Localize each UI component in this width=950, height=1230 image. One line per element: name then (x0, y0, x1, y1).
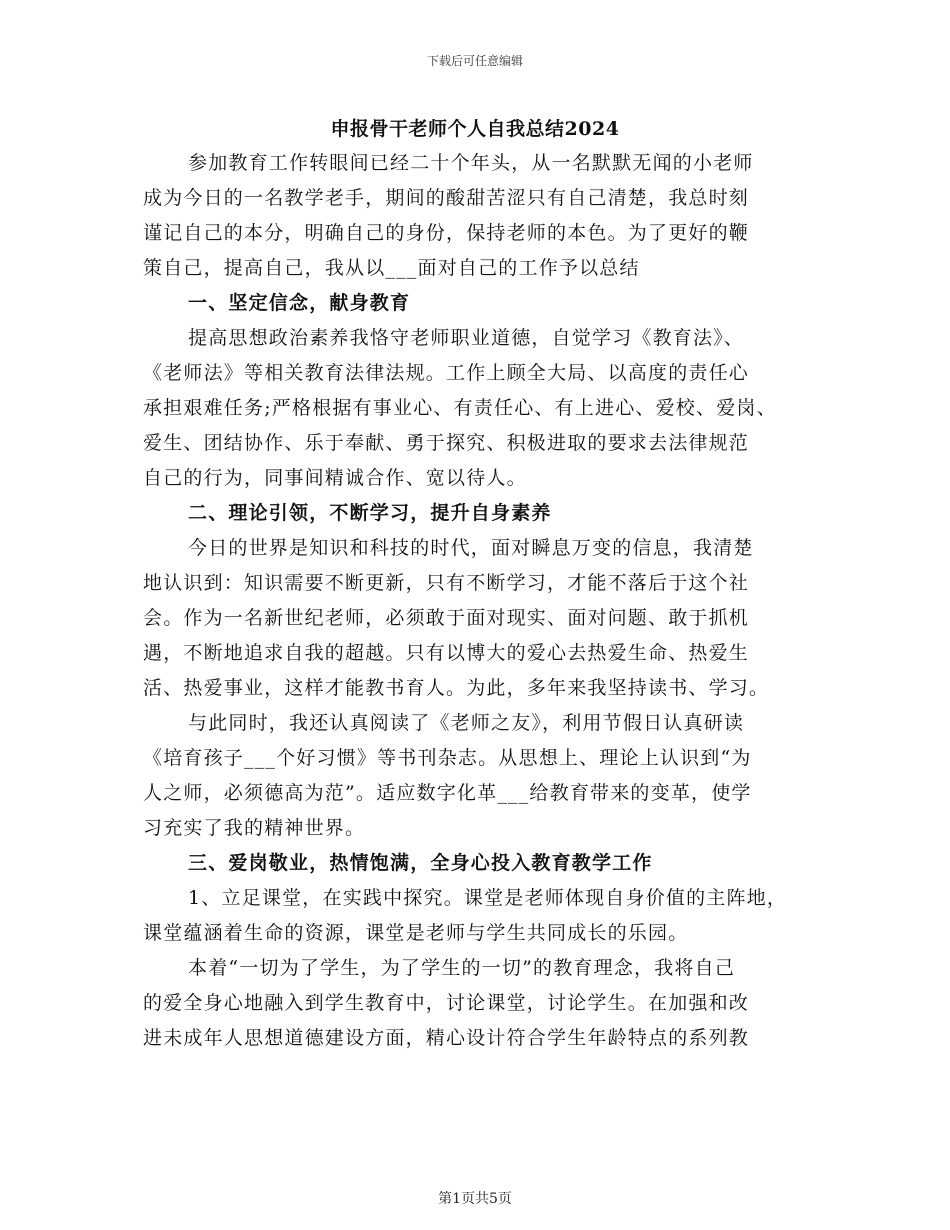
page-number: 第1页共5页 (438, 1191, 512, 1207)
text-line: 爱生、团结协作、乐于奉献、勇于探究、积极进取的要求去法律规范 (143, 432, 750, 454)
text-line: 的爱全身心地融入到学生教育中，讨论课堂，讨论学生。在加强和改 (143, 992, 750, 1014)
text-line: 自己的行为，同事间精诚合作、宽以待人。 (143, 467, 527, 489)
section-heading-1: 一、坚定信念，献身教育 (188, 292, 411, 314)
text-line: 本着“一切为了学生，为了学生的一切”的教育理念，我将自己 (188, 957, 736, 979)
header-note: 下载后可任意编辑 (426, 54, 523, 68)
text-line: 今日的世界是知识和科技的时代，面对瞬息万变的信息，我清楚 (188, 537, 754, 559)
text-line: 会。作为一名新世纪老师，必须敢于面对现实、面对问题、敢于抓机 (143, 607, 750, 629)
text-line: 《老师法》等相关教育法律法规。工作上顾全大局、以高度的责任心 (143, 362, 750, 384)
text-line: 成为今日的一名教学老手，期间的酸甜苦涩只有自己清楚，我总时刻 (143, 187, 750, 209)
text-line: 与此同时，我还认真阅读了《老师之友》，利用节假日认真研读 (188, 712, 745, 734)
text-line: 参加教育工作转眼间已经二十个年头，从一名默默无闻的小老师 (188, 152, 754, 174)
text-line: 进未成年人思想道德建设方面，精心设计符合学生年龄特点的系列教 (143, 1027, 750, 1049)
text-line: 1、立足课堂，在实践中探究。课堂是老师体现自身价值的主阵地， (188, 887, 788, 909)
text-line: 活、热爱事业，这样才能教书育人。为此，多年来我坚持读书、学习。 (143, 677, 770, 699)
text-line: 地认识到：知识需要不断更新，只有不断学习，才能不落后于这个社 (143, 572, 750, 594)
text-line: 承担艰难任务;严格根据有事业心、有责任心、有上进心、爱校、爱岗、 (143, 397, 777, 419)
text-line: 人之师，必须德高为范”。适应数字化革___给教育带来的变革，使学 (143, 782, 752, 804)
text-line: 《培育孩子___个好习惯》等书刊杂志。从思想上、理论上认识到“为 (143, 747, 752, 769)
text-line: 课堂蕴涵着生命的资源，课堂是老师与学生共同成长的乐园。 (143, 922, 689, 944)
text-line: 谨记自己的本分，明确自己的身份，保持老师的本色。为了更好的鞭 (143, 222, 750, 244)
text-line: 遇，不断地追求自我的超越。只有以博大的爱心去热爱生命、热爱生 (143, 642, 750, 664)
section-heading-3: 三、爱岗敬业，热情饱满，全身心投入教育教学工作 (188, 852, 653, 874)
text-line: 习充实了我的精神世界。 (143, 817, 366, 839)
section-heading-2: 二、理论引领，不断学习，提升自身素养 (188, 502, 552, 524)
text-line: 提高思想政治素养我恪守老师职业道德，自觉学习《教育法》、 (188, 327, 745, 349)
document-title: 申报骨干老师个人自我总结2024 (330, 118, 620, 140)
text-line: 策自己，提高自己，我从以___面对自己的工作予以总结 (143, 257, 640, 279)
document-body (143, 146, 823, 1056)
